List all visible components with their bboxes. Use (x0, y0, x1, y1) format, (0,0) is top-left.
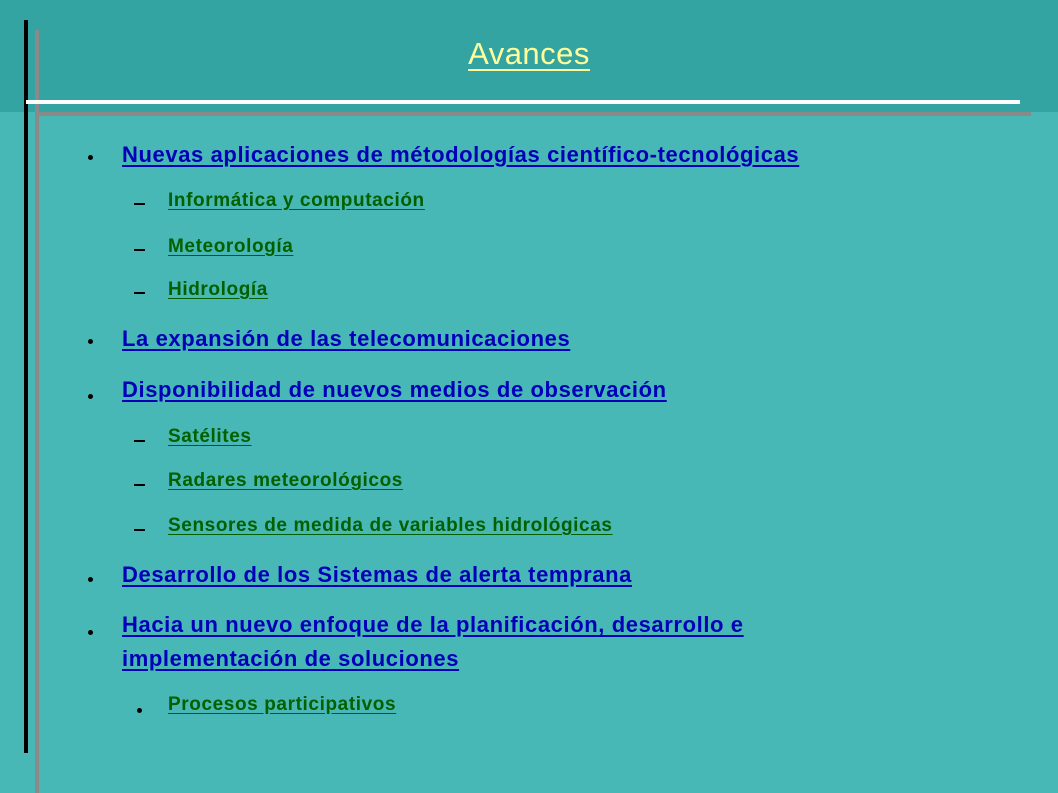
vertical-rule-gray (35, 30, 39, 793)
horizontal-rule-gray (37, 112, 1031, 116)
dash-icon (134, 529, 145, 531)
bullet-icon (88, 155, 93, 160)
link-meteorologia[interactable]: Meteorología (168, 236, 294, 257)
link-procesos-participativos[interactable]: Procesos participativos (168, 694, 397, 715)
dash-icon (134, 203, 145, 205)
slide-title: Avances (468, 36, 590, 71)
link-nuevo-enfoque-line2[interactable]: implementación de soluciones (122, 646, 460, 671)
vertical-rule-black (24, 20, 28, 753)
bullet-icon (88, 394, 93, 399)
link-hidrologia[interactable]: Hidrología (168, 279, 268, 300)
bullet-icon (137, 708, 142, 713)
bullet-icon (88, 630, 93, 635)
dash-icon (134, 440, 145, 442)
link-satelites[interactable]: Satélites (168, 426, 252, 447)
dash-icon (134, 484, 145, 486)
bullet-icon (88, 339, 93, 344)
bullet-icon (88, 577, 93, 582)
link-radares[interactable]: Radares meteorológicos (168, 470, 403, 491)
link-nuevo-enfoque-line1[interactable]: Hacia un nuevo enfoque de la planificación, desarrollo e (122, 612, 744, 637)
link-nuevas-aplicaciones[interactable]: Nuevas aplicaciones de métodologías científico-tecnológicas (122, 142, 800, 167)
link-disponibilidad[interactable]: Disponibilidad de nuevos medios de observación (122, 377, 667, 402)
link-sensores[interactable]: Sensores de medida de variables hidrológicas (168, 515, 613, 536)
link-informatica[interactable]: Informática y computación (168, 190, 425, 211)
link-telecomunicaciones[interactable]: La expansión de las telecomunicaciones (122, 326, 571, 351)
horizontal-rule-white (26, 100, 1020, 104)
dash-icon (134, 292, 145, 294)
link-alerta-temprana[interactable]: Desarrollo de los Sistemas de alerta temprana (122, 562, 632, 587)
dash-icon (134, 249, 145, 251)
